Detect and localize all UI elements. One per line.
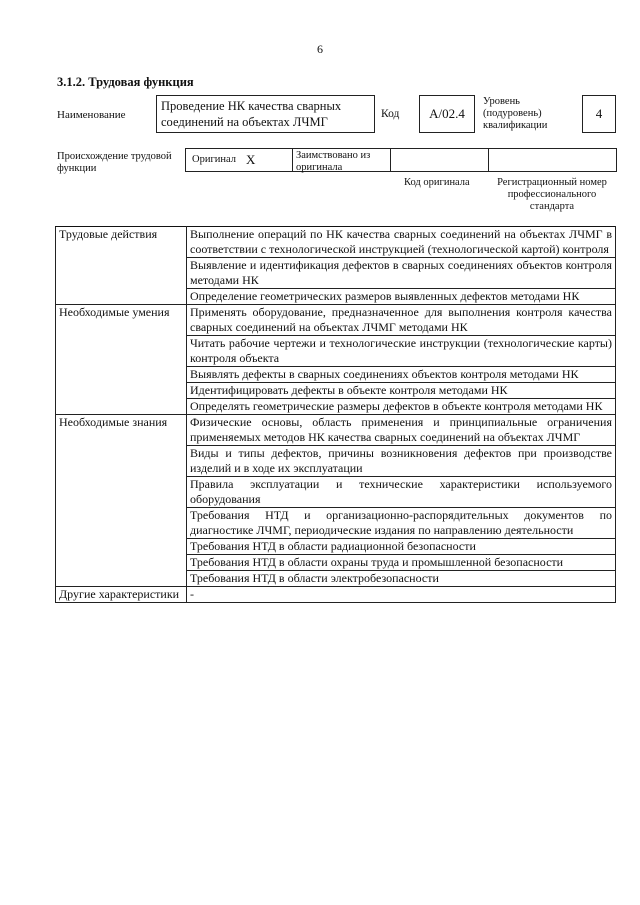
table-row <box>56 227 616 258</box>
group-label: Трудовые действия <box>56 227 187 305</box>
reg-number-cell <box>488 149 616 171</box>
borrowed-label-line2: оригинала <box>296 162 343 173</box>
level-label-line3: квалификации <box>483 120 548 131</box>
origin-label <box>57 151 172 175</box>
table-row <box>56 415 616 446</box>
group-item: Выявление и идентификация дефектов в сварных соединениях объектов контроля методами НК <box>187 258 616 289</box>
level-label <box>483 96 547 132</box>
group-label: Другие характеристики <box>56 587 187 603</box>
group-item: Выполнение операций по НК качества сварных соединений на объектах ЛЧМГ в соответствии с технологической инструкцией (технологической картой) контроля <box>187 227 616 258</box>
borrowed-label-line1: Заимствовано из <box>296 150 371 161</box>
reg-number-label-line3: стандарта <box>529 201 575 212</box>
reg-number-label-line1: Регистрационный номер <box>497 177 607 188</box>
original-label: Оригинал <box>192 154 236 165</box>
reg-number-label-line2: профессионального <box>507 189 597 200</box>
table-row <box>56 587 616 603</box>
group-item: Выявлять дефекты в сварных соединениях объектов контроля методами НК <box>187 367 616 383</box>
group-item: Правила эксплуатации и технические характеристики используемого оборудования <box>187 477 616 508</box>
group-item: Читать рабочие чертежи и технологические инструкции (технологические карты) контроля объекта <box>187 336 616 367</box>
group-item: Определять геометрические размеры дефектов в объекте контроля методами НК <box>187 399 616 415</box>
section-heading: 3.1.2. Трудовая функция <box>57 75 194 89</box>
table-row <box>56 305 616 336</box>
group-item: Физические основы, область применения и принципиальные ограничения применяемых методов НК качества сварных соединений на объектах ЛЧМГ <box>187 415 616 446</box>
group-item: Требования НТД в области охраны труда и промышленной безопасности <box>187 555 616 571</box>
code-value: А/02.4 <box>419 95 475 133</box>
page-number: 6 <box>317 42 323 56</box>
level-value: 4 <box>582 95 616 133</box>
code-original-label: Код оригинала <box>404 177 470 188</box>
original-mark: X <box>246 152 256 167</box>
origin-table <box>185 148 617 172</box>
origin-label-line2: функции <box>57 163 97 174</box>
level-label-line1: Уровень <box>483 96 520 107</box>
function-table <box>55 226 616 603</box>
borrowed-cell <box>292 149 390 171</box>
name-value: Проведение НК качества сварных соединений на объектах ЛЧМГ <box>156 95 375 133</box>
origin-label-line1: Происхождение трудовой <box>57 151 172 162</box>
group-item: - <box>187 587 616 603</box>
group-item: Требования НТД в области радиационной безопасности <box>187 539 616 555</box>
group-item: Требования НТД и организационно-распорядительных документов по диагностике ЛЧМГ, периодические издания по направлению деятельности <box>187 508 616 539</box>
code-label: Код <box>381 108 400 120</box>
group-item: Виды и типы дефектов, причины возникновения дефектов при производстве изделий и в ходе их эксплуатации <box>187 446 616 477</box>
name-label: Наименование <box>57 109 126 121</box>
group-item: Требования НТД в области электробезопасности <box>187 571 616 587</box>
group-item: Определение геометрических размеров выявленных дефектов методами НК <box>187 289 616 305</box>
code-original-cell <box>390 149 488 171</box>
original-cell <box>186 149 292 171</box>
group-item: Применять оборудование, предназначенное для выполнения контроля качества сварных соединений на объектах ЛЧМГ методами НК <box>187 305 616 336</box>
group-label: Необходимые знания <box>56 415 187 587</box>
level-label-line2: (подуровень) <box>483 108 542 119</box>
function-table-body <box>56 227 616 603</box>
reg-number-label <box>487 177 617 213</box>
group-item: Идентифицировать дефекты в объекте контроля методами НК <box>187 383 616 399</box>
group-label: Необходимые умения <box>56 305 187 415</box>
